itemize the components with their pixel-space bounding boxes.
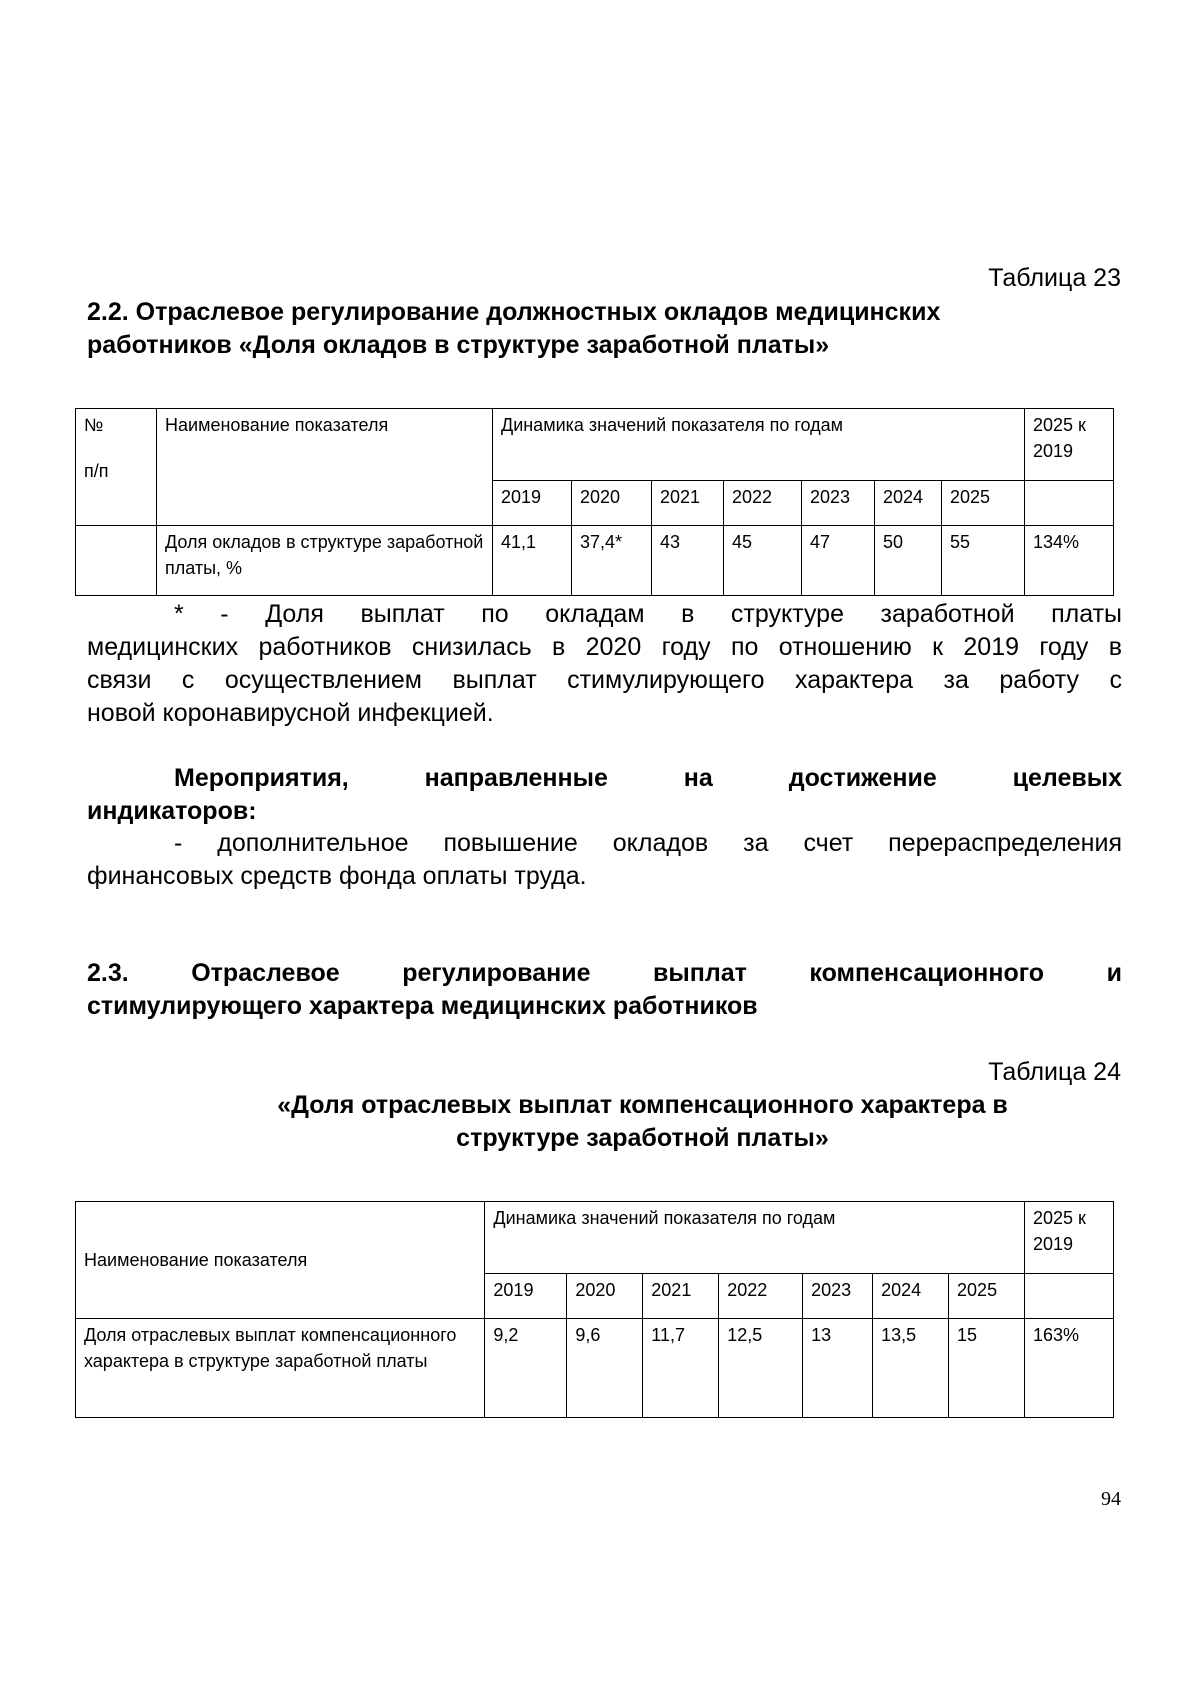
value-cell: 37,4*	[572, 526, 652, 596]
value-cell: 41,1	[493, 526, 572, 596]
section-2-2-heading	[87, 296, 1122, 362]
row-name: Доля окладов в структуре заработной платы, %	[157, 526, 493, 596]
year-cell: 2021	[643, 1274, 719, 1319]
table-title-line: структуре заработной платы»	[456, 1124, 829, 1152]
table-24-label: Таблица 24	[988, 1058, 1121, 1086]
table-23-label: Таблица 23	[988, 264, 1121, 292]
footnote-line: медицинских работников снизилась в 2020 году по отношению к 2019 году в	[87, 633, 1122, 661]
measures-line: финансовых средств фонда оплаты труда.	[87, 862, 587, 890]
col-ratio-header: 2025 к 2019	[1024, 1202, 1113, 1274]
year-cell: 2020	[572, 481, 652, 526]
measures-title	[87, 762, 1122, 828]
table-24-title	[200, 1089, 1085, 1155]
value-cell: 9,2	[485, 1319, 567, 1418]
value-cell: 15	[949, 1319, 1025, 1418]
value-cell: 12,5	[719, 1319, 803, 1418]
ratio-cell: 134%	[1025, 526, 1114, 596]
value-cell: 13	[803, 1319, 873, 1418]
empty-cell	[1025, 481, 1114, 526]
year-cell: 2021	[652, 481, 724, 526]
measures-list	[87, 827, 1122, 893]
row-name: Доля отраслевых выплат компенсационного характера в структуре заработной платы	[76, 1319, 485, 1418]
year-cell: 2019	[485, 1274, 567, 1319]
col-num-header	[76, 409, 157, 526]
measures-line: - дополнительное повышение окладов за счет перераспределения	[174, 829, 1122, 857]
measures-title-line: Мероприятия, направленные на достижение целевых	[174, 764, 1122, 792]
col-dynamics-header: Динамика значений показателя по годам	[493, 409, 1025, 481]
value-cell: 9,6	[567, 1319, 643, 1418]
year-cell: 2025	[942, 481, 1025, 526]
year-cell: 2022	[724, 481, 802, 526]
col-ratio-header: 2025 к 2019	[1025, 409, 1114, 481]
table-row	[76, 526, 1114, 596]
year-cell: 2019	[493, 481, 572, 526]
empty-cell	[1024, 1274, 1113, 1319]
year-cell: 2023	[802, 481, 875, 526]
heading-line: 2.3. Отраслевое регулирование выплат компенсационного и	[87, 959, 1122, 987]
col-name-header: Наименование показателя	[76, 1202, 485, 1319]
footnote-line: связи с осуществлением выплат стимулирующего характера за работу с	[87, 666, 1122, 694]
year-cell: 2020	[567, 1274, 643, 1319]
value-cell: 47	[802, 526, 875, 596]
measures-title-line: индикаторов:	[87, 797, 257, 825]
table-title-line: «Доля отраслевых выплат компенсационного характера в	[277, 1091, 1008, 1119]
year-cell: 2023	[803, 1274, 873, 1319]
footnote	[87, 598, 1122, 730]
year-cell: 2025	[949, 1274, 1025, 1319]
table-row	[76, 1319, 1114, 1418]
col-name-header: Наименование показателя	[157, 409, 493, 526]
value-cell: 55	[942, 526, 1025, 596]
value-cell: 50	[875, 526, 942, 596]
col-dynamics-header: Динамика значений показателя по годам	[485, 1202, 1025, 1274]
col-num-top: №	[84, 415, 104, 435]
value-cell: 13,5	[873, 1319, 949, 1418]
row-num	[76, 526, 157, 596]
year-cell: 2024	[875, 481, 942, 526]
ratio-cell: 163%	[1024, 1319, 1113, 1418]
value-cell: 11,7	[643, 1319, 719, 1418]
page-number: 94	[1101, 1488, 1121, 1510]
table-23	[75, 408, 1114, 596]
value-cell: 43	[652, 526, 724, 596]
heading-line: 2.2. Отраслевое регулирование должностных окладов медицинских	[87, 298, 941, 326]
footnote-line: новой коронавирусной инфекцией.	[87, 699, 494, 727]
value-cell: 45	[724, 526, 802, 596]
section-2-3-heading	[87, 957, 1122, 1023]
year-cell: 2024	[873, 1274, 949, 1319]
col-num-bottom: п/п	[84, 461, 109, 481]
table-24	[75, 1201, 1114, 1418]
heading-line: стимулирующего характера медицинских работников	[87, 992, 758, 1020]
heading-line: работников «Доля окладов в структуре заработной платы»	[87, 331, 830, 359]
year-cell: 2022	[719, 1274, 803, 1319]
footnote-line: * - Доля выплат по окладам в структуре заработной платы	[174, 600, 1122, 628]
